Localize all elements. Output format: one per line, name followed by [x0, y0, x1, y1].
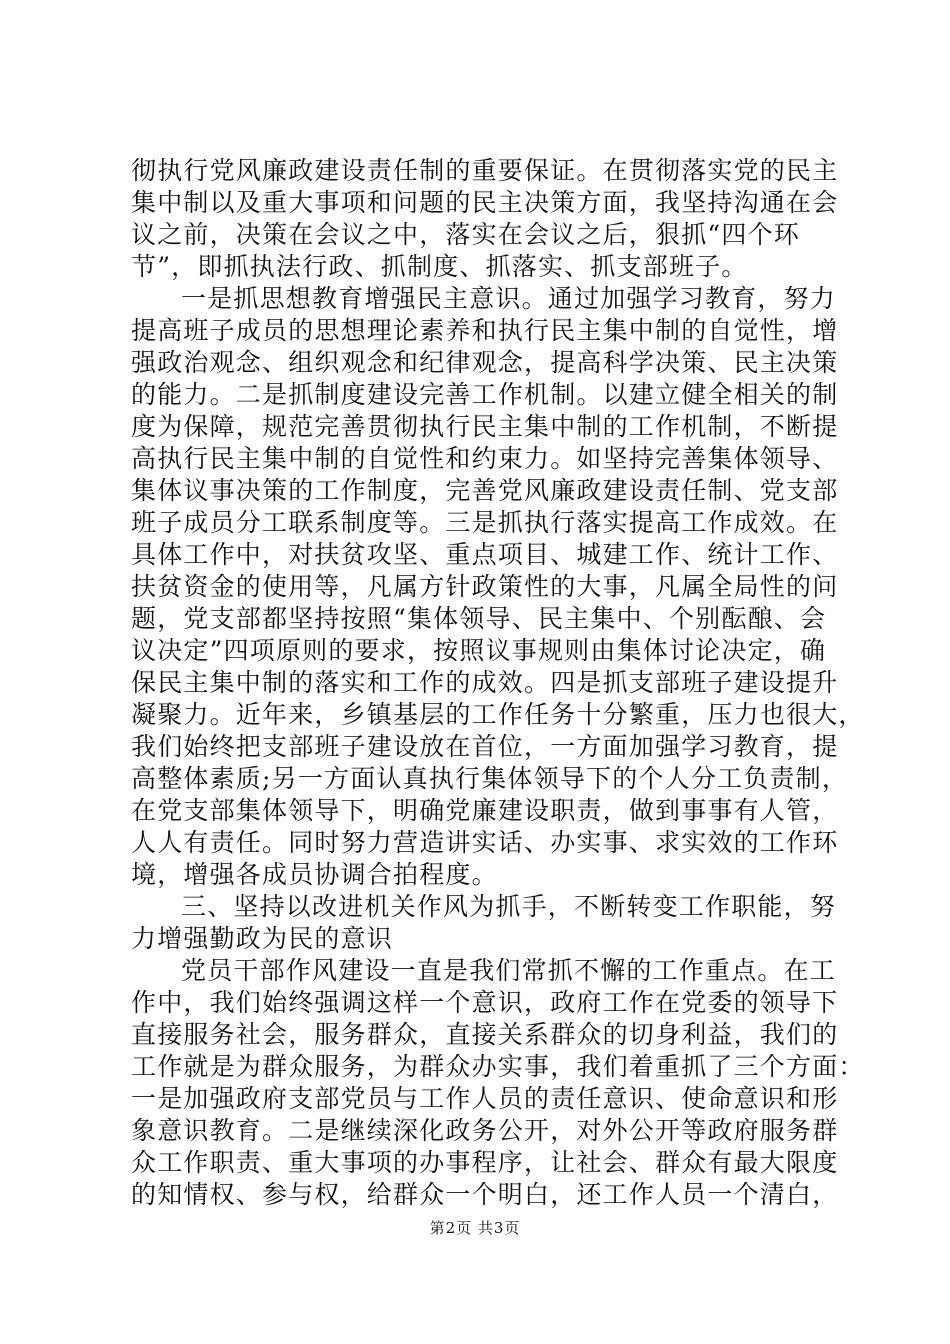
text-line: 党员干部作风建设一直是我们常抓不懈的工作重点。在工 — [181, 956, 837, 985]
text-line: 象意识教育。二是继续深化政务公开，对外公开等政府服务群 — [131, 1116, 839, 1145]
text-line: 在党支部集体领导下，明确党廉建设职责，做到事事有人管， — [131, 796, 839, 825]
document-body — [131, 155, 865, 1211]
text-line: 保民主集中制的落实和工作的成效。四是抓支部班子建设提升 — [131, 668, 839, 697]
text-line: 扶贫资金的使用等，凡属方针政策性的大事，凡属全局性的问 — [131, 572, 839, 601]
text-line: 班子成员分工联系制度等。三是抓执行落实提高工作成效。在 — [131, 508, 839, 537]
text-line: 高执行民主集中制的自觉性和约束力。如坚持完善集体领导、 — [131, 444, 839, 473]
text-line: 议决定”四项原则的要求，按照议事规则由集体讨论决定，确 — [131, 636, 827, 665]
text-line: 度为保障，规范完善贯彻执行民主集中制的工作机制，不断提 — [131, 412, 839, 441]
text-line: 作中，我们始终强调这样一个意识，政府工作在党委的领导下 — [131, 988, 839, 1017]
text-line: 众工作职责、重大事项的办事程序，让社会、群众有最大限度 — [131, 1148, 839, 1177]
text-line: 集中制以及重大事项和问题的民主决策方面，我坚持沟通在会 — [131, 188, 839, 217]
text-line: 强政治观念、组织观念和纪律观念，提高科学决策、民主决策 — [131, 348, 839, 377]
text-line: 直接服务社会，服务群众，直接关系群众的切身利益，我们的 — [131, 1020, 839, 1049]
section-heading-line: 三、坚持以改进机关作风为抓手，不断转变工作职能，努 — [181, 892, 837, 921]
text-line: 凝聚力。近年来，乡镇基层的工作任务十分繁重，压力也很大， — [131, 700, 865, 729]
text-line: 题，党支部都坚持按照“集体领导、民主集中、个别酝酿、会 — [131, 604, 827, 633]
text-line: 我们始终把支部班子建设放在首位，一方面加强学习教育，提 — [131, 732, 839, 761]
text-line: 节”，即抓执法行政、抓制度、抓落实、抓支部班子。 — [131, 252, 748, 281]
text-line: 提高班子成员的思想理论素养和执行民主集中制的自觉性，增 — [131, 316, 839, 345]
text-line: 工作就是为群众服务，为群众办实事，我们着重抓了三个方面： — [131, 1052, 865, 1081]
text-line: 彻执行党风廉政建设责任制的重要保证。在贯彻落实党的民主 — [131, 156, 839, 185]
text-line: 的能力。二是抓制度建设完善工作机制。以建立健全相关的制 — [131, 380, 839, 409]
text-line: 一是加强政府支部党员与工作人员的责任意识、使命意识和形 — [131, 1084, 839, 1113]
text-line: 一是抓思想教育增强民主意识。通过加强学习教育，努力 — [181, 284, 837, 313]
text-line: 境，增强各成员协调合拍程度。 — [131, 860, 498, 889]
section-heading-line: 力增强勤政为民的意识 — [131, 924, 394, 953]
page-number-footer: 第2页 共3页 — [429, 1219, 521, 1237]
text-line: 集体议事决策的工作制度，完善党风廉政建设责任制、党支部 — [131, 476, 839, 505]
text-line: 高整体素质;另一方面认真执行集体领导下的个人分工负责制， — [131, 764, 849, 793]
text-line: 议之前，决策在会议之中，落实在会议之后，狠抓“四个环 — [131, 220, 800, 249]
text-line: 具体工作中，对扶贫攻坚、重点项目、城建工作、统计工作、 — [131, 540, 839, 569]
text-line: 人人有责任。同时努力营造讲实话、办实事、求实效的工作环 — [131, 828, 839, 857]
text-line: 的知情权、参与权，给群众一个明白，还工作人员一个清白， — [131, 1180, 839, 1209]
